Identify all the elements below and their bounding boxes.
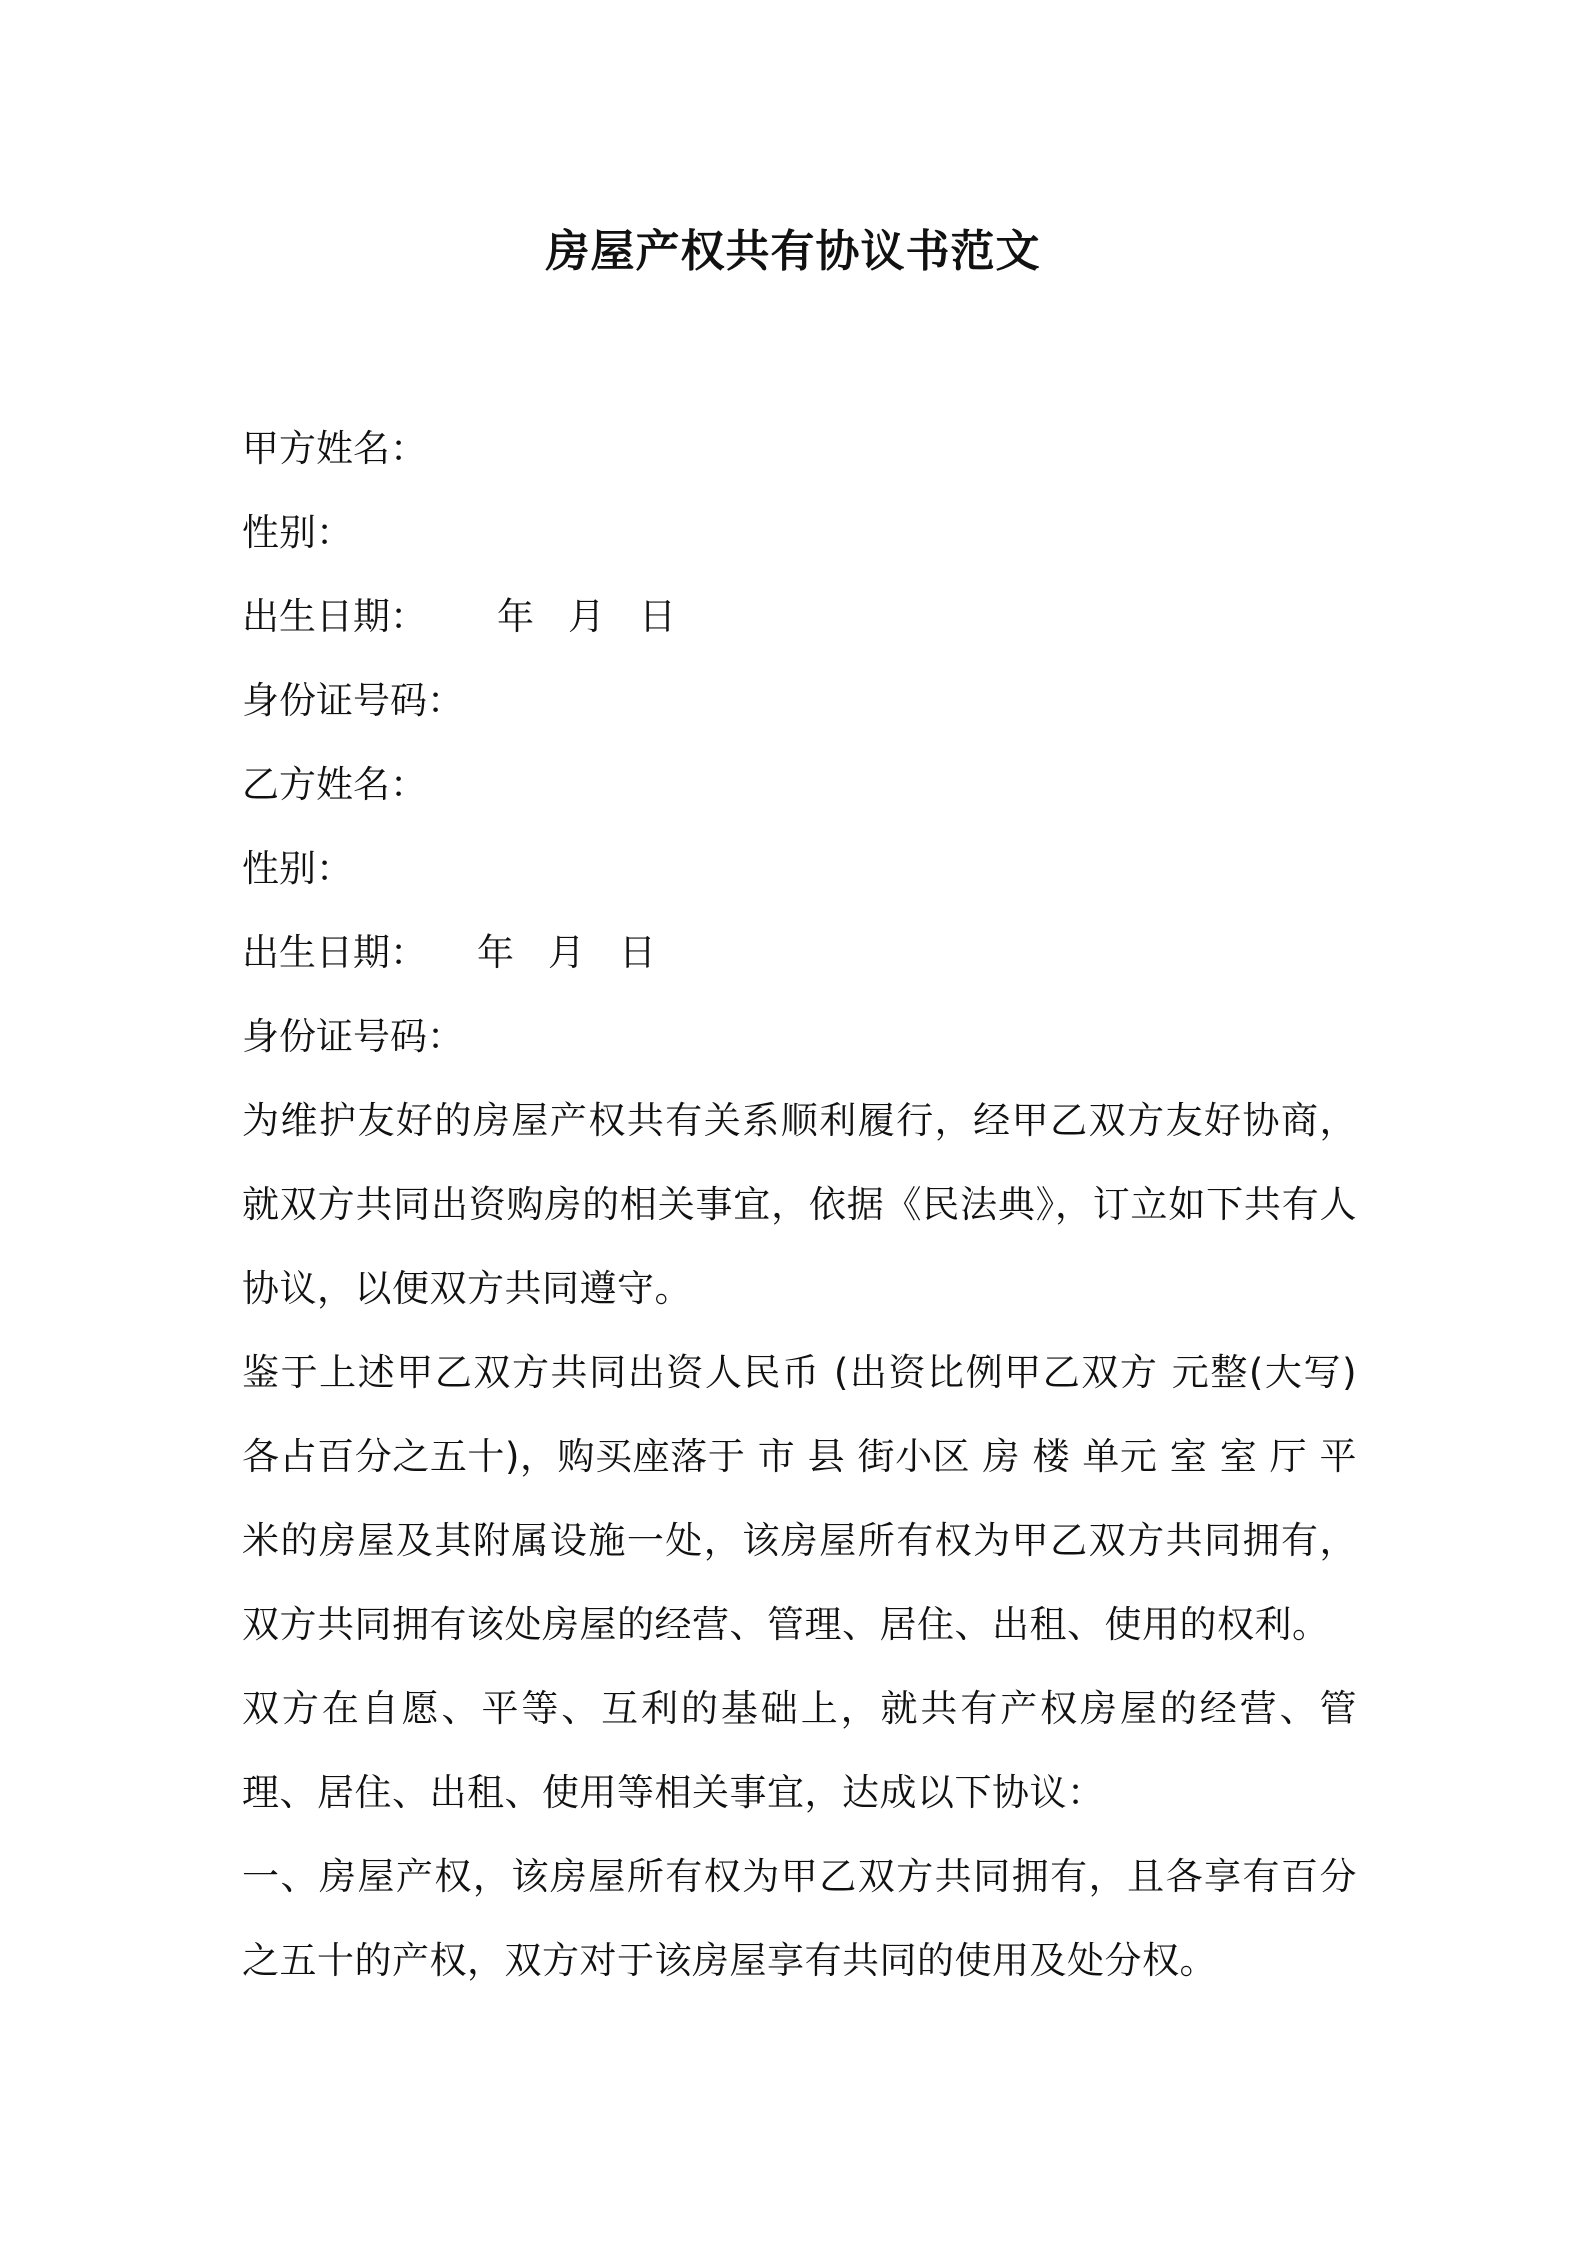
party-b-month-label: 月 [548, 931, 585, 974]
party-a-month-label: 月 [568, 595, 605, 638]
party-b-id-label: 身份证号码： [242, 1015, 464, 1058]
party-a-gender-label: 性别： [242, 511, 353, 554]
party-a-birth-label: 出生日期： [242, 595, 427, 638]
party-b-birth-label: 出生日期： [242, 931, 427, 974]
party-a-gender-line [242, 491, 1357, 575]
paragraph-clause-1: 一、房屋产权，该房屋所有权为甲乙双方共同拥有，且各享有百分之五十的产权，双方对于该房屋享有共同的使用及处分权。 [242, 1855, 1357, 1982]
paragraph-recital: 鉴于上述甲乙双方共同出资人民币 (出资比例甲乙双方 元整(大写)各占百分之五十)，购买座落于 市 县 街小区 房 楼 单元 室 室 厅 平米的房屋及其附属设施一处，该房屋所有权为甲乙双方共同拥有，双方共同拥有该处房屋的经营、管理、居住、出租、使用的权利。 [242, 1351, 1357, 1646]
party-a-id-label: 身份证号码： [242, 679, 464, 722]
party-a-year-label: 年 [497, 595, 534, 638]
party-b-gender-line [242, 827, 1357, 911]
party-b-name-line [242, 743, 1357, 827]
paragraph-agreement-intro: 双方在自愿、平等、互利的基础上，就共有产权房屋的经营、管理、居住、出租、使用等相关事宜，达成以下协议： [242, 1687, 1357, 1814]
party-a-birth-line [242, 575, 1357, 659]
document-body [242, 407, 1357, 2003]
party-a-day-label: 日 [639, 595, 676, 638]
party-b-name-label: 乙方姓名： [242, 763, 427, 806]
party-a-name-label: 甲方姓名： [242, 427, 427, 470]
party-a-id-line [242, 659, 1357, 743]
party-b-birth-line [242, 911, 1357, 995]
document-title: 房屋产权共有协议书范文 [545, 226, 1041, 277]
party-b-year-label: 年 [477, 931, 514, 974]
party-b-day-label: 日 [619, 931, 656, 974]
party-b-gender-label: 性别： [242, 847, 353, 890]
party-a-name-line [242, 407, 1357, 491]
party-b-id-line [242, 995, 1357, 1079]
paragraph-purpose: 为维护友好的房屋产权共有关系顺利履行，经甲乙双方友好协商，就双方共同出资购房的相关事宜，依据《民法典》，订立如下共有人协议，以便双方共同遵守。 [242, 1099, 1357, 1310]
